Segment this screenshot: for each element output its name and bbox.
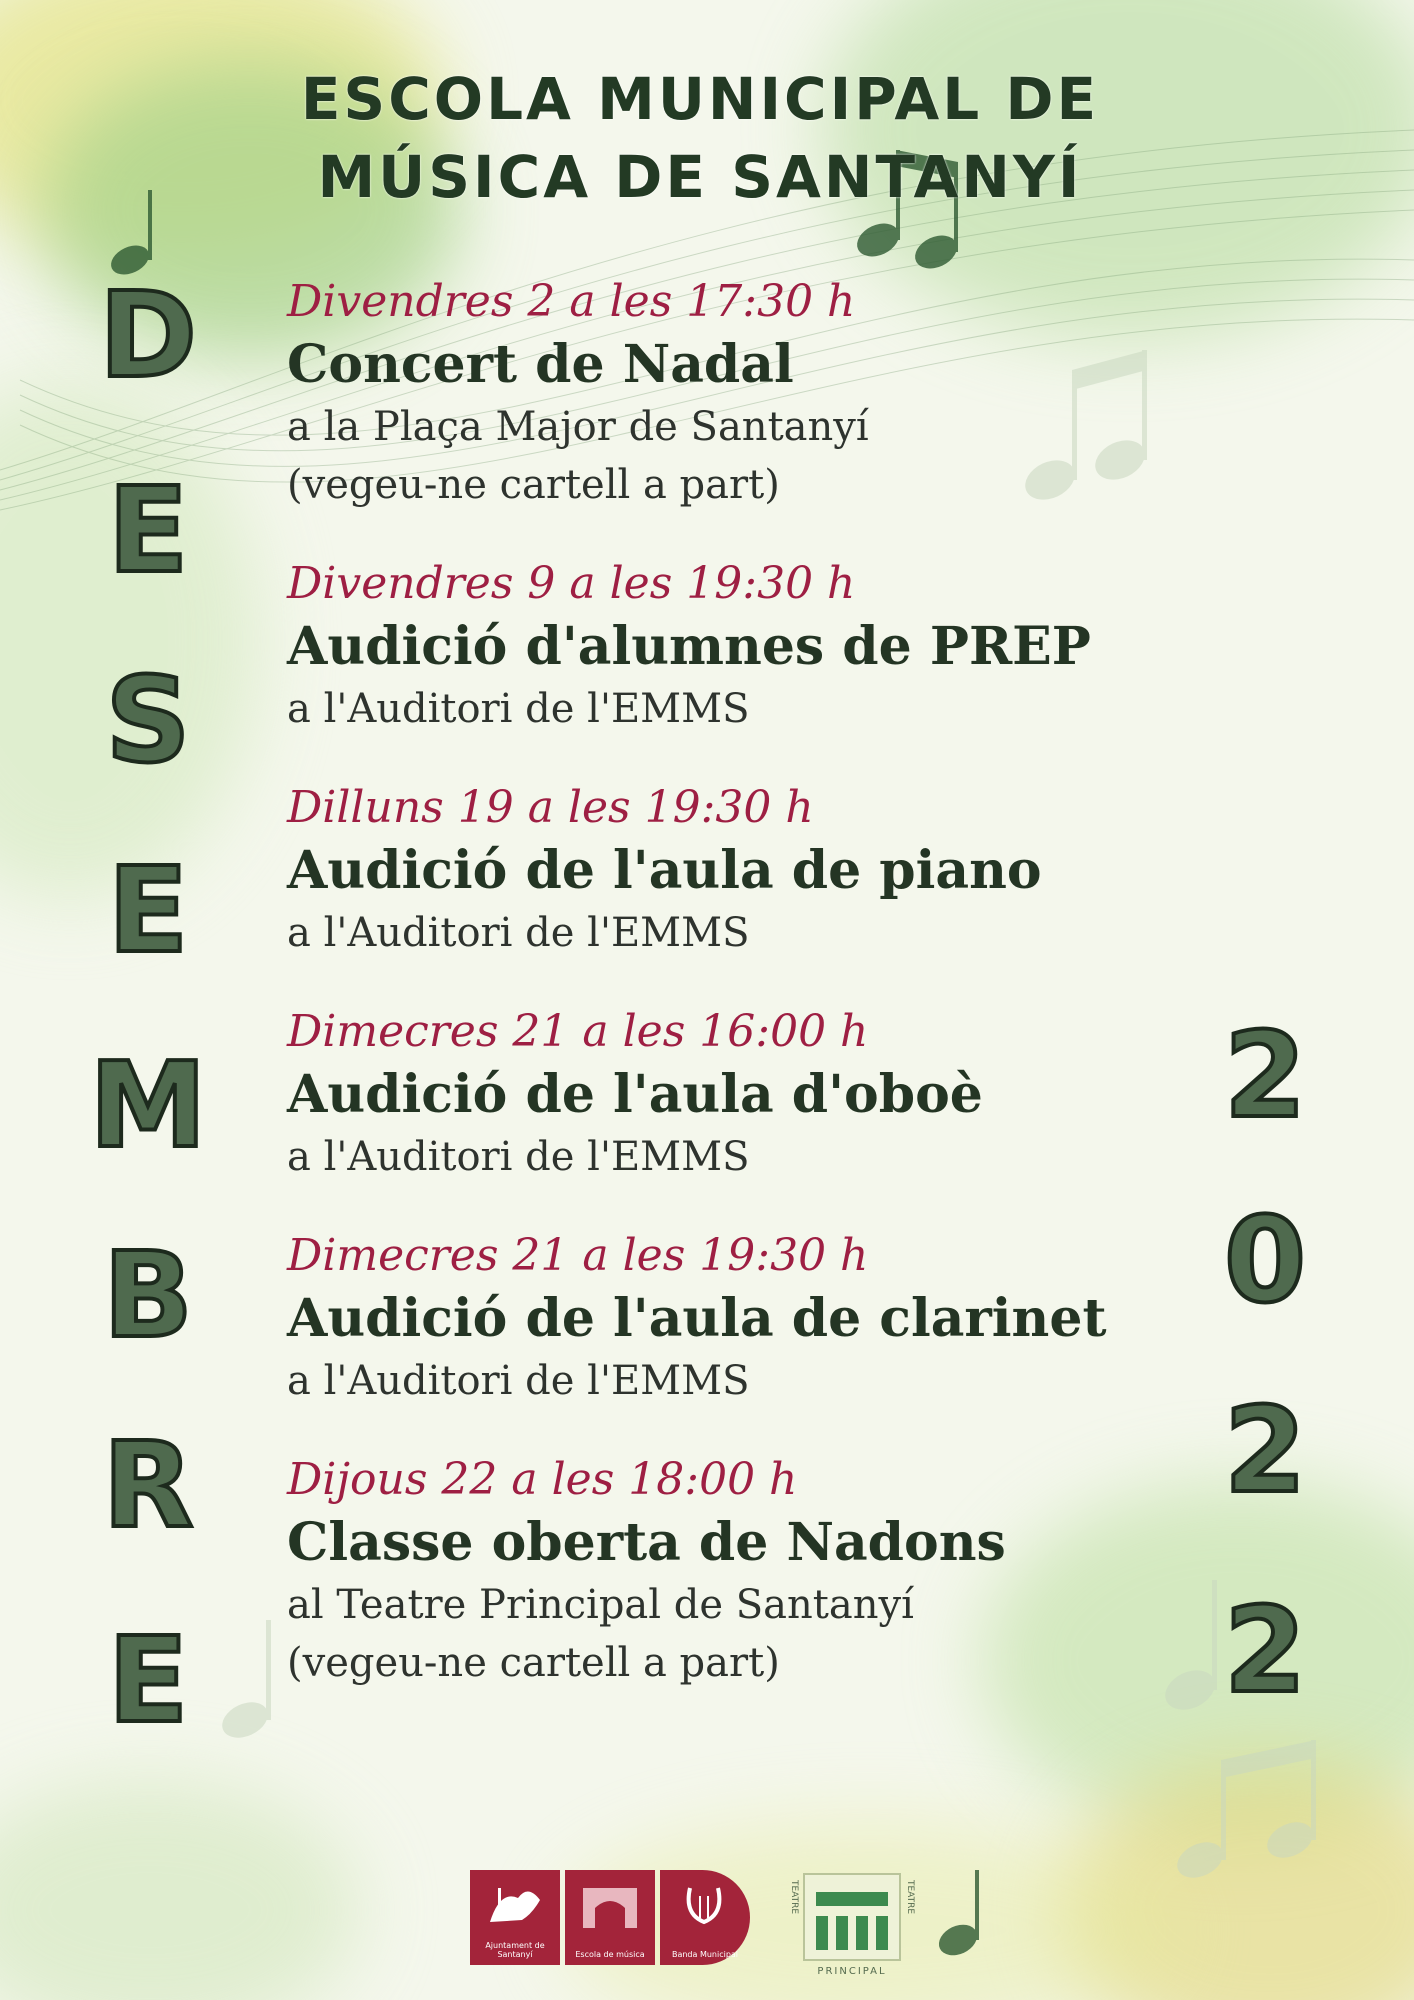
event-item xyxy=(287,1226,1127,1410)
event-date: Dimecres 21 a les 16:00 h xyxy=(287,1006,869,1057)
year-digit: 0 xyxy=(1223,1191,1307,1329)
month-letter: R xyxy=(102,1416,194,1554)
event-note: (vegeu-ne cartell a part) xyxy=(287,1640,780,1686)
year-digit: 2 xyxy=(1223,1581,1307,1719)
event-place: al Teatre Principal de Santanyí xyxy=(287,1582,914,1628)
event-date: Dilluns 19 a les 19:30 h xyxy=(287,782,814,833)
ajuntament-crest-icon xyxy=(470,1870,560,1940)
event-place: a l'Auditori de l'EMMS xyxy=(287,1358,750,1404)
event-place: a la Plaça Major de Santanyí xyxy=(287,404,869,450)
event-date: Dimecres 21 a les 19:30 h xyxy=(287,1230,869,1281)
event-date: Dijous 22 a les 18:00 h xyxy=(287,1454,798,1505)
event-item xyxy=(287,1450,1127,1692)
event-item xyxy=(287,554,1127,738)
month-letter: E xyxy=(107,1611,189,1749)
month-letter: B xyxy=(103,1226,193,1364)
theatre-facade-icon xyxy=(786,1868,918,1980)
event-date: Divendres 2 a les 17:30 h xyxy=(287,276,856,327)
sponsor-logos xyxy=(470,1870,750,1965)
year-vertical xyxy=(1190,1006,1340,1730)
month-letter: E xyxy=(107,841,189,979)
event-name: Classe oberta de Nadons xyxy=(287,1512,1006,1573)
event-name: Audició de l'aula de clarinet xyxy=(287,1288,1107,1349)
event-name: Concert de Nadal xyxy=(287,334,794,395)
escola-logo xyxy=(565,1870,655,1965)
event-place: a l'Auditori de l'EMMS xyxy=(287,910,750,956)
title-line-2: MÚSICA DE SANTANYÍ xyxy=(317,143,1083,211)
page-title xyxy=(270,60,1130,216)
title-line-1: ESCOLA MUNICIPAL DE xyxy=(300,65,1100,133)
event-list xyxy=(287,272,1127,1732)
event-date: Divendres 9 a les 19:30 h xyxy=(287,558,856,609)
month-letter: E xyxy=(107,461,189,599)
event-item xyxy=(287,272,1127,514)
escola-arch-icon xyxy=(565,1870,655,1940)
year-digit: 2 xyxy=(1223,1381,1307,1519)
ajuntament-logo xyxy=(470,1870,560,1965)
event-place: a l'Auditori de l'EMMS xyxy=(287,1134,750,1180)
event-name: Audició de l'aula d'oboè xyxy=(287,1064,983,1125)
event-name: Audició de l'aula de piano xyxy=(287,840,1042,901)
banda-label: Banda Municipal xyxy=(671,1950,739,1959)
event-place: a l'Auditori de l'EMMS xyxy=(287,686,750,732)
ajuntament-label: Ajuntament de Santanyí xyxy=(485,1941,545,1959)
teatre-vertical-left: TEATRE xyxy=(789,1880,799,1915)
event-item xyxy=(287,778,1127,962)
month-letter: M xyxy=(89,1036,207,1174)
lyre-icon xyxy=(660,1870,750,1940)
month-vertical xyxy=(68,266,228,1749)
event-note: (vegeu-ne cartell a part) xyxy=(287,462,780,508)
teatre-vertical-right: TEATRE xyxy=(905,1880,915,1915)
escola-label: Escola de música xyxy=(575,1950,645,1959)
month-letter: D xyxy=(99,266,197,404)
teatre-principal-logo xyxy=(786,1868,918,1980)
month-letter: S xyxy=(105,651,191,789)
banda-logo xyxy=(660,1870,750,1965)
event-name: Audició d'alumnes de PREP xyxy=(287,616,1091,677)
event-item xyxy=(287,1002,1127,1186)
year-digit: 2 xyxy=(1223,1006,1307,1144)
principal-word: PRINCIPAL xyxy=(817,1966,887,1977)
